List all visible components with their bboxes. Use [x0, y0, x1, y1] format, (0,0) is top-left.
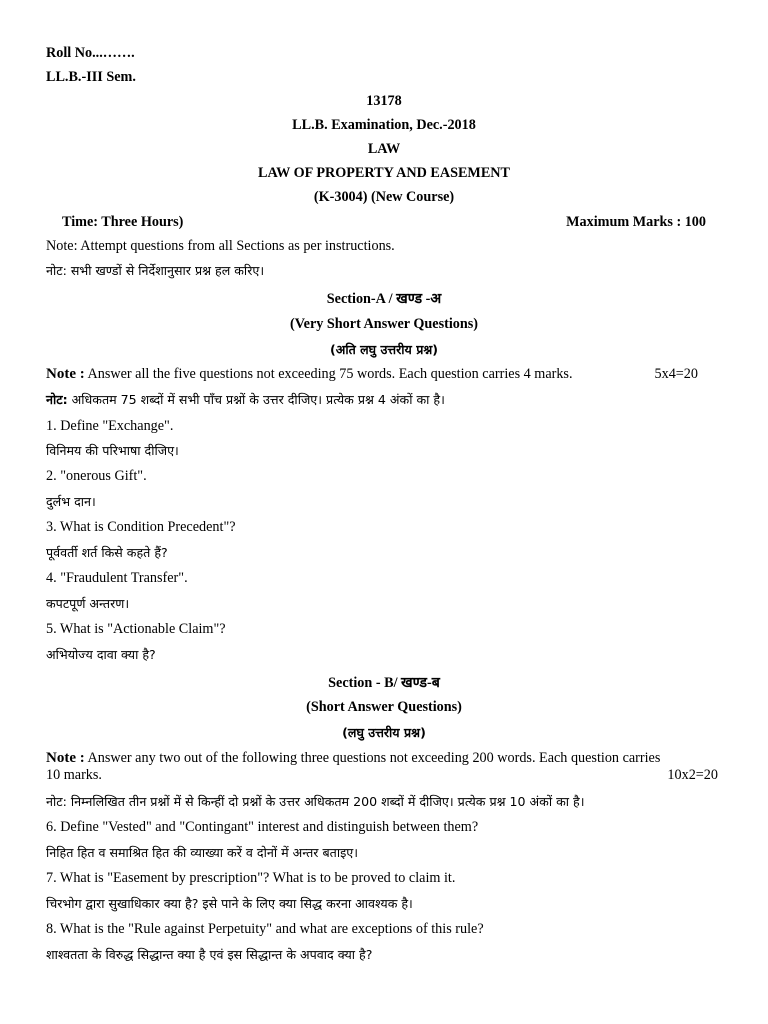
section-b-title: Section - B/ खण्ड-ब: [328, 675, 440, 691]
section-a-title: [0, 290, 768, 308]
section-b-subtitle-hi: (लघु उत्तरीय प्रश्न): [342, 725, 426, 740]
time-allowed: Time: Three Hours): [62, 214, 184, 230]
question-4-en: 4. "Fraudulent Transfer".: [46, 570, 188, 586]
course-code: (K-3004) (New Course): [313, 189, 455, 205]
subject: LAW: [367, 141, 401, 157]
question-6-en: 6. Define "Vested" and "Contingant" interest and distinguish between them?: [46, 819, 479, 835]
section-a-title-text: Section-A / खण्ड -अ: [326, 291, 442, 307]
paper-title: LAW OF PROPERTY AND EASEMENT: [257, 165, 510, 181]
question-2-hi: दुर्लभ दान।: [46, 494, 96, 509]
section-a-marks: 5x4=20: [654, 366, 698, 382]
question-8-hi: शाश्वतता के विरुद्ध सिद्धान्त क्या है एवं इस सिद्धान्त के अपवाद क्या है?: [46, 947, 373, 962]
section-b-note-hi: नोट: निम्नलिखित तीन प्रश्नों में से किन्हीं दो प्रश्नों के उत्तर अधिकतम 200 शब्दों में दीजिए। प्रत्येक प्रश्न 10 अंकों का है।: [46, 794, 585, 809]
section-a-note-en: [46, 365, 722, 383]
section-b-marks: 10x2=20: [667, 767, 718, 783]
exam-name: LL.B. Examination, Dec.-2018: [292, 117, 476, 133]
question-3-hi: पूर्ववर्ती शर्त किसे कहते हैं?: [46, 545, 168, 560]
question-7-hi: चिरभोग द्वारा सुखाधिकार क्या है? इसे पाने के लिए क्या सिद्ध करना आवश्यक है।: [46, 896, 413, 911]
general-note-en: Note: Attempt questions from all Sections as per instructions.: [46, 238, 395, 254]
time-marks-row: [62, 213, 706, 231]
section-b-subtitle-en: (Short Answer Questions): [306, 699, 462, 715]
question-1-en: 1. Define "Exchange".: [46, 418, 174, 434]
question-8-en: 8. What is the "Rule against Perpetuity" and what are exceptions of this rule?: [46, 921, 484, 937]
question-6-hi: निहित हित व समाश्रित हित की व्याख्या करें व दोनों में अन्तर बताइए।: [46, 845, 359, 860]
note-label: Note :: [46, 366, 85, 382]
general-note-hi: नोट: सभी खण्डों से निर्देशानुसार प्रश्न हल करिए।: [46, 263, 265, 278]
question-5-en: 5. What is "Actionable Claim"?: [46, 621, 226, 637]
roll-number: Roll No...…….: [46, 45, 135, 61]
section-a-note-hi-text: अधिकतम 75 शब्दों में सभी पाँच प्रश्नों के उत्तर दीजिए। प्रत्येक प्रश्न 4 अंकों का है।: [67, 392, 445, 407]
maximum-marks: Maximum Marks : 100: [566, 214, 706, 230]
section-a-subtitle-hi: (अति लघु उत्तरीय प्रश्न): [329, 342, 439, 357]
section-a-note-text: Answer all the five questions not exceeding 75 words. Each question carries 4 marks.: [84, 366, 573, 382]
question-1-hi: विनिमय की परिभाषा दीजिए।: [46, 443, 179, 458]
question-2-en: 2. "onerous Gift".: [46, 468, 147, 484]
question-5-hi: अभियोज्य दावा क्या है?: [46, 647, 156, 662]
note-hi-label: नोट:: [46, 392, 68, 407]
section-b-note-text-2: 10 marks.: [46, 767, 102, 783]
paper-code: 13178: [366, 93, 402, 109]
section-a-note-hi: [46, 391, 722, 409]
section-b-note-text-1: Answer any two out of the following three questions not exceeding 200 words. Each question carries: [84, 750, 661, 766]
section-a-subtitle-en: (Very Short Answer Questions): [290, 316, 478, 332]
section-b-note-en-line2: [46, 766, 722, 784]
semester: LL.B.-III Sem.: [46, 69, 136, 85]
question-7-en: 7. What is "Easement by prescription"? What is to be proved to claim it.: [46, 870, 456, 886]
note-label-b: Note :: [46, 750, 85, 766]
question-4-hi: कपटपूर्ण अन्तरण।: [46, 596, 130, 611]
question-3-en: 3. What is Condition Precedent"?: [46, 519, 236, 535]
section-b-note-en-line1: [46, 749, 722, 767]
